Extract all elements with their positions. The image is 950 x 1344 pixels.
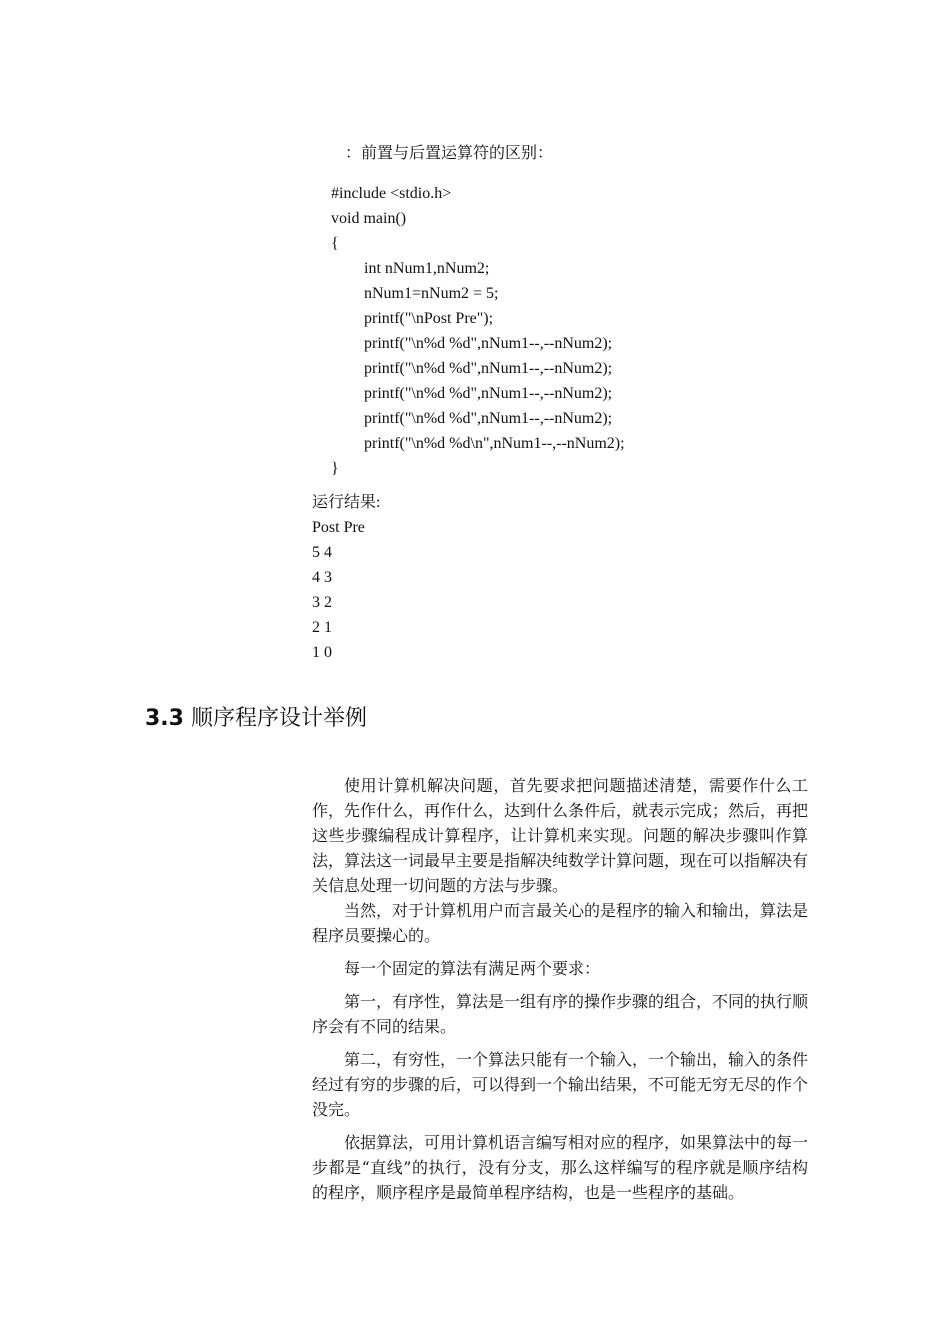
paragraph: 第二，有穷性，一个算法只能有一个输入，一个输出，输入的条件经过有穷的步骤的后，可以得到一个输出结果，不可能无穷无尽的作个没完。 — [312, 1050, 809, 1119]
body-text — [312, 773, 808, 1205]
result-line: Post Pre — [312, 519, 365, 536]
result-block — [312, 490, 380, 665]
paragraph: 每一个固定的算法有满足两个要求： — [344, 959, 601, 978]
paragraph: 第一，有序性，算法是一组有序的操作步骤的组合，不同的执行顺序会有不同的结果。 — [312, 992, 809, 1036]
code-line: printf("\n%d %d",nNum1--,--nNum2); — [364, 335, 613, 352]
paragraph: 使用计算机解决问题，首先要求把问题描述清楚，需要作什么工作，先作什么，再作什么，达到什么条件后，就表示完成；然后，再把这些步骤编程成计算程序，让计算机来实现。问题的解决步骤叫作算法，算法这一词最早主要是指解决纯数学计算问题，现在可以指解决有关信息处理一切问题的方法与步骤。 — [312, 776, 809, 895]
code-block — [331, 181, 625, 481]
code-line: printf("\n%d %d",nNum1--,--nNum2); — [364, 410, 613, 427]
section-heading — [145, 703, 367, 735]
code-line: printf("\n%d %d",nNum1--,--nNum2); — [364, 360, 613, 377]
code-line: nNum1=nNum2 = 5; — [364, 285, 499, 302]
result-label: 运行结果: — [312, 494, 381, 511]
result-line: 3 2 — [312, 594, 332, 611]
code-line: { — [331, 235, 339, 252]
result-line: 2 1 — [312, 619, 332, 636]
section-number: 3.3 — [145, 706, 184, 731]
code-line: void main() — [331, 210, 407, 227]
code-line: printf("\nPost Pre"); — [364, 310, 494, 327]
result-line: 1 0 — [312, 644, 332, 661]
result-line: 5 4 — [312, 544, 332, 561]
code-line: } — [331, 460, 339, 477]
code-line: #include <stdio.h> — [331, 185, 452, 202]
code-line: int nNum1,nNum2; — [364, 260, 490, 277]
code-line: printf("\n%d %d\n",nNum1--,--nNum2); — [364, 435, 625, 452]
paragraph: 依据算法，可用计算机语言编写相对应的程序，如果算法中的每一步都是“直线”的执行，没有分支，那么这样编写的程序就是顺序结构的程序，顺序程序是最简单程序结构，也是一些程序的基础。 — [312, 1133, 809, 1202]
section-title: 顺序程序设计举例 — [190, 706, 367, 731]
intro-line: ：前置与后置运算符的区别： — [345, 143, 554, 162]
result-line: 4 3 — [312, 569, 332, 586]
paragraph: 当然，对于计算机用户而言最关心的是程序的输入和输出，算法是程序员要操心的。 — [312, 901, 809, 945]
code-line: printf("\n%d %d",nNum1--,--nNum2); — [364, 385, 613, 402]
